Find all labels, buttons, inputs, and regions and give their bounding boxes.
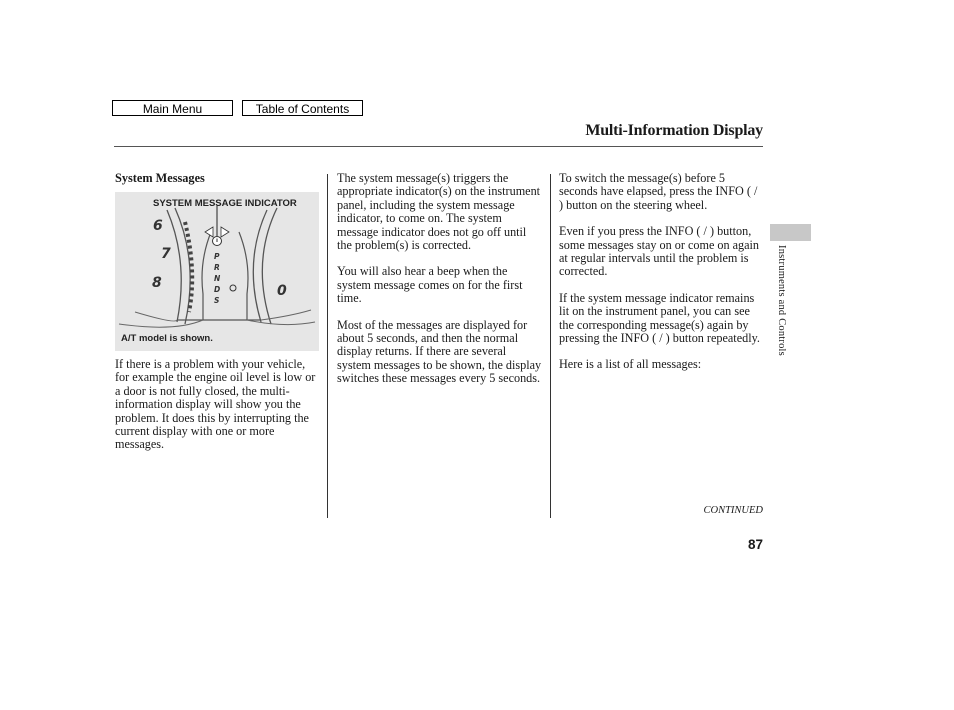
gear-letter: R <box>214 263 220 272</box>
column-3-text <box>559 172 764 385</box>
paragraph: To switch the message(s) before 5 seconds have elapsed, press the INFO ( / ) button on the steering wheel. <box>559 171 758 212</box>
section-heading: System Messages <box>115 171 205 185</box>
gauge-number: 6 <box>153 218 163 234</box>
section-label: Instruments and Controls <box>776 245 787 356</box>
paragraph: If the system message indicator remains lit on the instrument panel, you can see the corresponding message(s) again by pressing the INFO ( / ) button repeatedly. <box>559 290 760 346</box>
page-number: 87 <box>747 537 763 552</box>
paragraph: Most of the messages are displayed for about 5 seconds, and then the normal display returns. If there are several system messages to be shown, the display switches these messages every 5 seconds. <box>337 317 542 386</box>
column-2-text <box>337 172 543 399</box>
figure-label: SYSTEM MESSAGE INDICATOR <box>153 198 297 209</box>
paragraph: If there is a problem with your vehicle, for example the engine oil level is low or a door is not fully closed, the multi-information display will show you the problem. It does this by interrupting the current display with one or more messages. <box>115 357 316 452</box>
figure-caption: A/T model is shown. <box>121 333 213 344</box>
gauge-number: 7 <box>161 246 171 262</box>
main-menu-button[interactable]: Main Menu <box>112 100 233 116</box>
gear-letter: D <box>214 285 221 294</box>
page-title: Multi-Information Display <box>585 122 763 139</box>
gauge-number: 0 <box>277 283 287 299</box>
paragraph: You will also hear a beep when the system message comes on for the first time. <box>337 264 523 306</box>
continued-label: CONTINUED <box>703 505 763 516</box>
title-divider <box>114 146 763 147</box>
gauge-illustration <box>115 192 319 351</box>
column-1-text <box>115 358 320 465</box>
table-of-contents-button[interactable]: Table of Contents <box>242 100 363 116</box>
paragraph: Here is a list of all messages: <box>559 357 702 372</box>
instrument-panel-figure <box>115 192 319 351</box>
column-divider-1 <box>327 174 328 518</box>
gear-letter: N <box>214 274 221 283</box>
paragraph: Even if you press the INFO ( / ) button, some messages stay on or come on again at regular intervals until the problem is corrected. <box>559 224 760 279</box>
paragraph: The system message(s) triggers the appropriate indicator(s) on the instrument panel, including the system message indicator, to come on. The system message indicator does not go off until the problem(s) is corrected. <box>337 171 541 253</box>
gear-letter: S <box>214 296 220 305</box>
gauge-number: 8 <box>152 275 162 291</box>
section-tab <box>770 224 811 241</box>
gear-letter: P <box>214 252 220 261</box>
column-divider-2 <box>550 174 551 518</box>
